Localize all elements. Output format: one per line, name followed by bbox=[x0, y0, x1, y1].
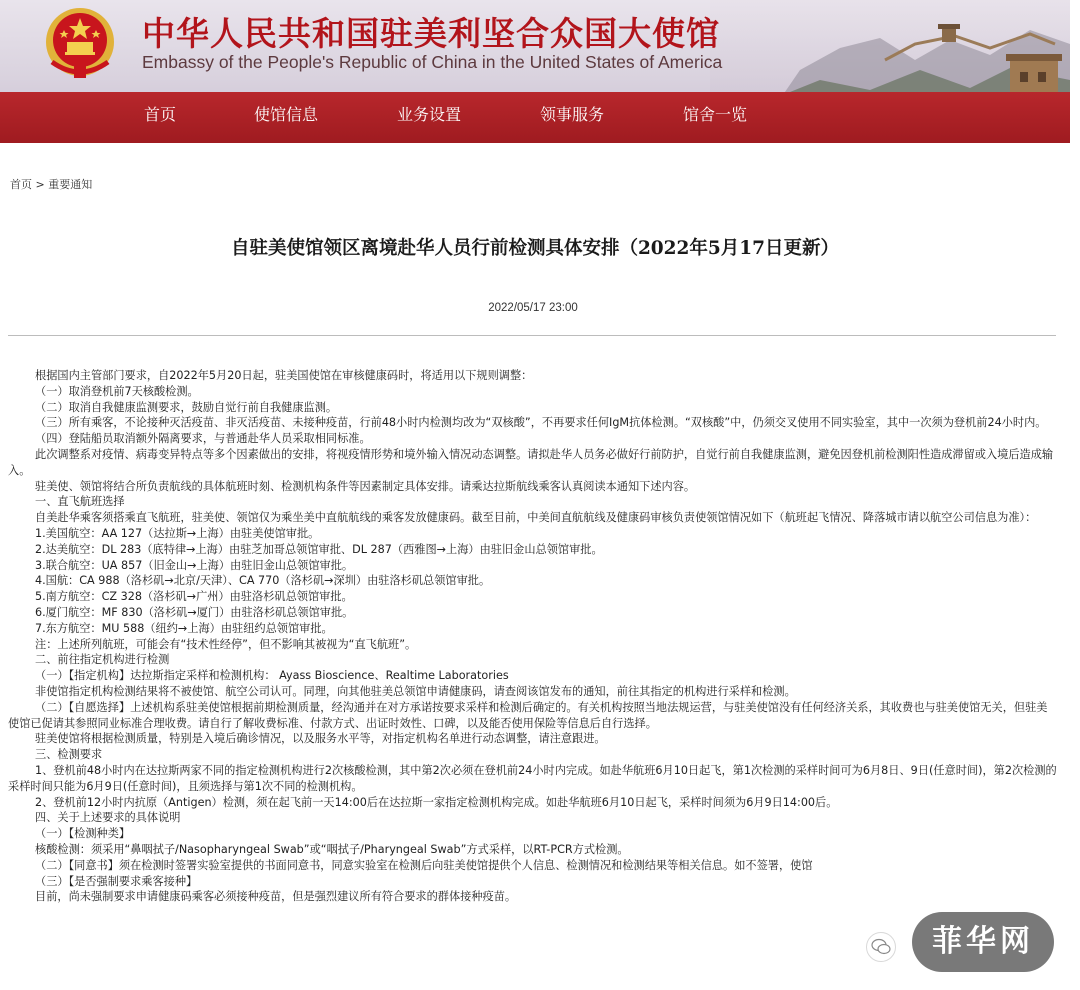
nav-premises[interactable]: 馆舍一览 bbox=[683, 105, 748, 124]
paragraph: 此次调整系对疫情、病毒变异特点等多个因素做出的安排，将视疫情形势和境外输入情况动态调整。请拟赴华人员务必做好行前防护，自觉行前自我健康监测，避免因登机前检测阳性造成滞留或入境后造成输入。 bbox=[8, 447, 1054, 477]
breadcrumb bbox=[10, 176, 92, 192]
paragraph: 根据国内主管部门要求，自2022年5月20日起，驻美国使馆在审核健康码时，将适用以下规则调整： bbox=[35, 369, 533, 382]
watermark-text: 菲华网 bbox=[932, 924, 1034, 959]
wechat-icon bbox=[866, 932, 896, 962]
section-heading: 二、前往指定机构进行检测 bbox=[35, 653, 170, 667]
article-date: 2022/05/17 23:00 bbox=[488, 302, 578, 314]
paragraph: （一）取消登机前7天核酸检测。 bbox=[35, 384, 199, 398]
paragraph: （二）取消自我健康监测要求，鼓励自觉行前自我健康监测。 bbox=[35, 400, 338, 414]
section-heading: 四、关于上述要求的具体说明 bbox=[35, 811, 181, 825]
breadcrumb-home[interactable]: 首页 bbox=[10, 178, 32, 191]
paragraph: 驻美使、领馆将结合所负责航线的具体航班时刻、检测机构条件等因素制定具体安排。请乘达拉斯航线乘客认真阅读本通知下述内容。 bbox=[35, 479, 696, 493]
paragraph: （三）所有乘客，不论接种灭活疫苗、非灭活疫苗、未接种疫苗，行前48小时内检测均改为“双核酸”，不再要求任何IgM抗体检测。“双核酸”中，仍须交叉使用不同实验室，其中一次须为登机前24小时内。 bbox=[35, 416, 1047, 430]
nav-departments[interactable]: 业务设置 bbox=[397, 105, 462, 124]
section-heading: 三、检测要求 bbox=[35, 748, 103, 762]
flight-item: 4.国航：CA 988（洛杉矶→北京/天津）、CA 770（洛杉矶→深圳）由驻洛杉矶总领馆审批。 bbox=[35, 574, 491, 588]
paragraph: 注：上述所列航班，可能会有“技术性经停”，但不影响其被视为“直飞航班”。 bbox=[35, 637, 417, 651]
paragraph: （二）【同意书】须在检测时签署实验室提供的书面同意书，同意实验室在检测后向驻美使馆提供个人信息、检测情况和检测结果等相关信息。如不签署，使馆 bbox=[35, 858, 813, 872]
site-title-cn: 中华人民共和国驻美利坚合众国大使馆 bbox=[142, 14, 720, 53]
flight-item: 2.达美航空：DL 283（底特律→上海）由驻芝加哥总领馆审批、DL 287（西雅图→上海）由驻旧金山总领馆审批。 bbox=[35, 542, 603, 556]
breadcrumb-current[interactable]: 重要通知 bbox=[48, 178, 93, 191]
flight-item: 6.厦门航空：MF 830（洛杉矶→厦门）由驻洛杉矶总领馆审批。 bbox=[35, 605, 354, 619]
paragraph: 核酸检测：须采用“鼻咽拭子/Nasopharyngeal Swab”或“咽拭子/Pharyngeal Swab”方式采样，以RT-PCR方式检测。 bbox=[35, 842, 629, 856]
paragraph: 非使馆指定机构检测结果将不被使馆、航空公司认可。同理，向其他驻美总领馆申请健康码，请查阅该馆发布的通知，前往其指定的机构进行采样和检测。 bbox=[35, 684, 796, 698]
site-banner bbox=[0, 0, 1070, 143]
breadcrumb-separator: > bbox=[32, 178, 49, 191]
nav-consular-services[interactable]: 领事服务 bbox=[540, 105, 605, 124]
nav-embassy-info[interactable]: 使馆信息 bbox=[254, 105, 319, 124]
flight-item: 7.东方航空：MU 588（纽约→上海）由驻纽约总领馆审批。 bbox=[35, 621, 333, 635]
nav-home[interactable]: 首页 bbox=[144, 105, 177, 124]
paragraph: 目前，尚未强制要求申请健康码乘客必须接种疫苗，但是强烈建议所有符合要求的群体接种疫苗。 bbox=[35, 890, 517, 904]
flight-item: 1.美国航空：AA 127（达拉斯→上海）由驻美使馆审批。 bbox=[35, 526, 320, 540]
flight-item: 5.南方航空：CZ 328（洛杉矶→广州）由驻洛杉矶总领馆审批。 bbox=[35, 590, 353, 604]
article-title: 自驻美使馆领区离境赴华人员行前检测具体安排（2022年5月17日更新） bbox=[230, 238, 840, 259]
wechat-glyph-icon bbox=[867, 933, 895, 961]
paragraph: 1、登机前48小时内在达拉斯两家不同的指定检测机构进行2次核酸检测，其中第2次必须在登机前24小时内完成。如赴华航班6月10日起飞，第1次检测的采样时间可为6月8日、9日(任意时间)，第2次检测的采样时间只能为6月9日(任意时间)，且须选择与第1次不同的检测机构。 bbox=[8, 763, 1057, 793]
site-title-en: Embassy of the People's Republic of China in the United States of America bbox=[142, 52, 723, 72]
national-emblem-icon bbox=[40, 4, 120, 82]
paragraph: （四）登陆船员取消额外隔离要求，与普通赴华人员采取相同标准。 bbox=[35, 432, 371, 446]
article-body bbox=[8, 368, 1058, 905]
paragraph: （一）【指定机构】达拉斯指定采样和检测机构： Ayass Bioscience、Realtime Laboratories bbox=[35, 669, 509, 683]
paragraph: （二）【自愿选择】上述机构系驻美使馆根据前期检测质量，经沟通并在对方承诺按要求采样和检测后确定的。有关机构按照当地法规运营，与驻美使馆没有任何经济关系，其收费也与驻美使馆无关，但驻美使馆已促请其参照同业标准合理收费。请自行了解收费标准、付款方式、出证时效性、口碑，以及能否使用保险等信息后自行选择。 bbox=[8, 700, 1048, 730]
main-nav bbox=[0, 92, 1070, 143]
paragraph: （一）【检测种类】 bbox=[35, 827, 131, 841]
paragraph: 2、登机前12小时内抗原（Antigen）检测，须在起飞前一天14:00后在达拉斯一家指定检测机构完成。如赴华航班6月10日起飞，采样时间须为6月9日14:00后。 bbox=[35, 795, 838, 809]
title-divider bbox=[8, 335, 1056, 336]
section-heading: 一、直飞航班选择 bbox=[35, 495, 125, 509]
flight-item: 3.联合航空：UA 857（旧金山→上海）由驻旧金山总领馆审批。 bbox=[35, 558, 354, 572]
paragraph: 驻美使馆将根据检测质量，特别是入境后确诊情况，以及服务水平等，对指定机构名单进行动态调整，请注意跟进。 bbox=[35, 732, 606, 746]
watermark-badge bbox=[912, 912, 1054, 972]
paragraph: （三）【是否强制要求乘客接种】 bbox=[35, 874, 198, 888]
paragraph: 自美赴华乘客须搭乘直飞航班，驻美使、领馆仅为乘坐美中直航航线的乘客发放健康码。截至目前，中美间直航航线及健康码审核负责使领馆情况如下（航班起飞情况、降落城市请以航空公司信息为准）： bbox=[35, 511, 1037, 525]
